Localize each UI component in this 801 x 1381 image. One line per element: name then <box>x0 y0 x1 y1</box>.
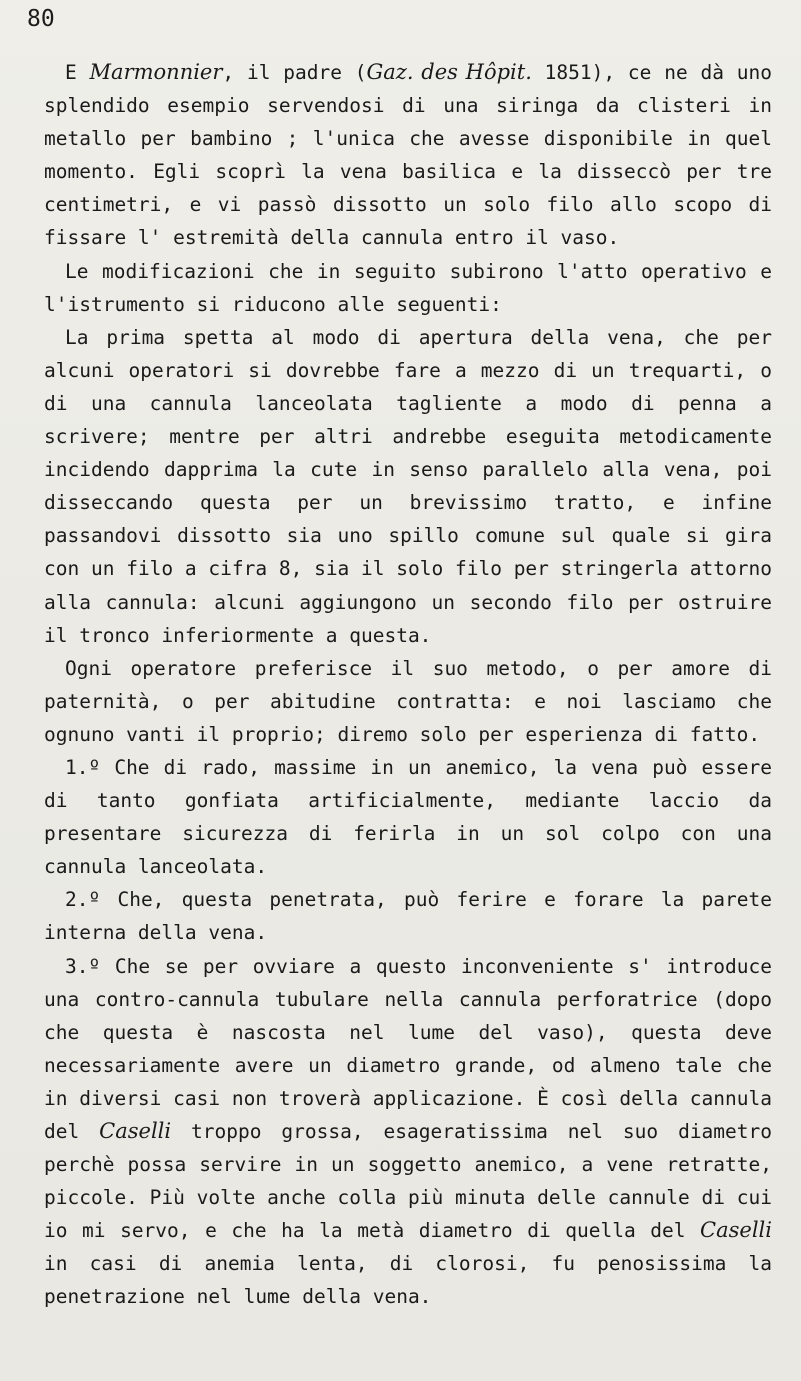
italic-text: Caselli <box>700 1218 772 1243</box>
text-run: 3.º Che se per ovviare a questo inconveniente s' introduce una contro-cannula tubulare nella cannula perforatrice (dopo che questa è nascosta nel lume del vaso), questa deve necessariamente avere un diametro grande, od almeno tale che in diversi casi non troverà applicazione. È così della cannula del <box>44 954 772 1143</box>
paragraph <box>44 255 772 321</box>
paragraph <box>44 652 772 751</box>
text-run: 2.º Che, questa penetrata, può ferire e forare la parete interna della vena. <box>44 888 772 945</box>
paragraph <box>44 56 772 255</box>
text-run: , il padre ( <box>222 61 367 84</box>
text-run: in casi di anemia lenta, di clorosi, fu penosissima la penetrazione nel lume della vena. <box>44 1252 772 1309</box>
paragraph <box>44 751 772 883</box>
page-number: 80 <box>27 6 55 32</box>
paragraph <box>44 321 772 652</box>
text-run: 1.º Che di rado, massime in un anemico, la vena può essere di tanto gonfiata artificialmente, mediante laccio da presentare sicurezza di ferirla in un sol colpo con una cannula lanceolata. <box>44 755 772 879</box>
italic-text: Caselli <box>99 1119 172 1143</box>
text-run: 1851), ce ne dà uno splendido esempio servendosi di una siringa da clisteri in metallo per bambino ; l'unica che avesse disponibile in quel momento. Egli scoprì la vena basilica e la disseccò per tre centimetri, e vi passò dissotto un solo filo allo scopo di fissare l' estremità della cannula entro il vaso. <box>44 61 772 250</box>
text-run: E <box>65 61 90 84</box>
body-text <box>44 56 772 1314</box>
paragraph <box>44 950 772 1314</box>
paragraph <box>44 883 772 949</box>
text-run: La prima spetta al modo di apertura della vena, che per alcuni operatori si dovrebbe fare a mezzo di un trequarti, o di una cannula lanceolata tagliente a modo di penna a scrivere; mentre per altri andrebbe eseguita metodicamente incidendo dapprima la cute in senso parallelo alla vena, poi disseccando questa per un brevissimo tratto, e infine passandovi dissotto sia uno spillo comune sul quale si gira con un filo a cifra 8, sia il solo filo per stringerla attorno alla cannula: alcuni aggiungono un secondo filo per ostruire il tronco inferiormente a questa. <box>44 325 772 647</box>
italic-text: Gaz. des Hôpit. <box>366 60 532 84</box>
text-run: Ogni operatore preferisce il suo metodo, o per amore di paternità, o per abitudine contratta: e noi lasciamo che ognuno vanti il proprio; diremo solo per esperienza di fatto. <box>44 656 772 746</box>
text-run: troppo grossa, esageratissima nel suo diametro perchè possa servire in un soggetto anemico, a vene retratte, piccole. Più volte anche colla più minuta delle cannule di cui io mi servo, e che ha la metà diametro di quella del <box>44 1120 773 1243</box>
text-run: Le modificazioni che in seguito subirono l'atto operativo e l'istrumento si riducono alle seguenti: <box>44 259 772 316</box>
italic-text: Marmonnier <box>89 60 223 84</box>
